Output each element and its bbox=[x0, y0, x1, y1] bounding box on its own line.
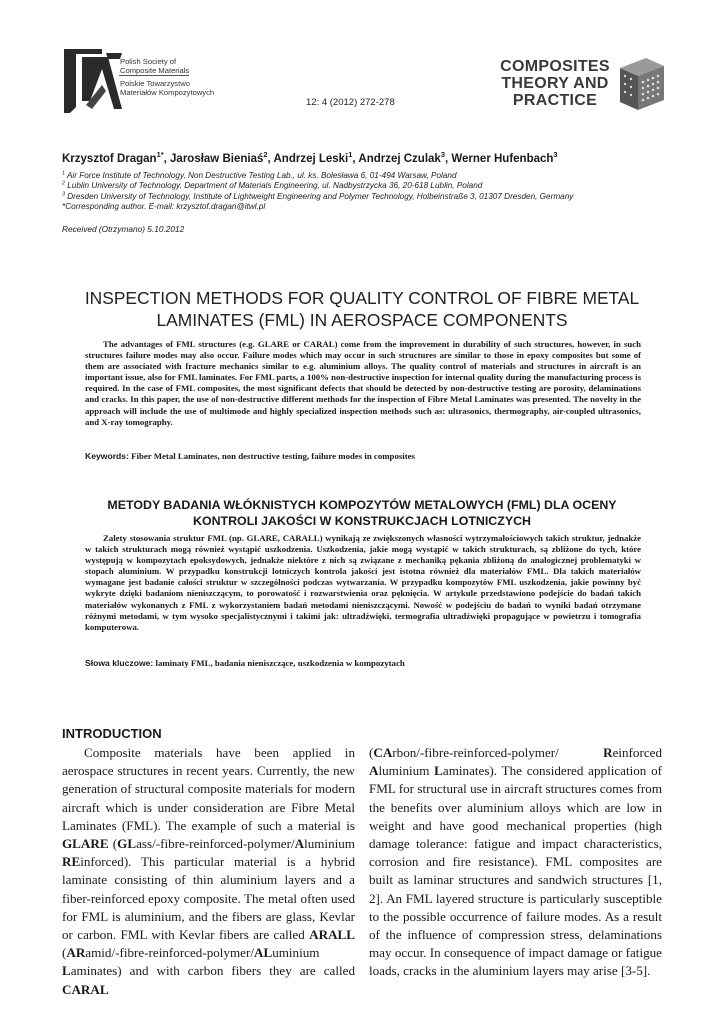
affiliation-text: Corresponding author. E-mail: krzysztof.dragan@itwl.pl bbox=[65, 201, 266, 211]
affiliation-mark: 2 bbox=[263, 150, 268, 160]
bold-term: AR bbox=[66, 945, 86, 961]
body-text-run: einforced bbox=[612, 745, 662, 760]
keywords-polish bbox=[85, 658, 405, 668]
society-line: Composite Materials bbox=[120, 66, 190, 75]
society-logo bbox=[62, 47, 292, 117]
divider bbox=[119, 75, 189, 76]
affiliation-mark: 1 bbox=[348, 150, 353, 160]
affiliations bbox=[62, 171, 573, 212]
journal-name-line: COMPOSITES bbox=[500, 58, 610, 75]
bold-term: CARAL bbox=[62, 981, 109, 997]
abstract-english: The advantages of FML structures (e.g. GLARE or CARAL) come from the improvement in durability of such structures, however, in such structures failure modes may also occur. Failure modes which may occur in such structures are similar to those in epoxy composites but some of them are associated with fracture mechanics similar to e.g. aluminium alloys. The quality control of materials and structures in aircraft is an important issue, also for FML laminates. For FML parts, a 100% non-destructive inspection for internal quality during the manufacturing process is required. In the case of FML composites, the most significant defects that should be detected by non-destructive testing are porosity, delaminations and cracks. In this paper, the use of non-destructive different methods for the inspection of Fibre Metal Laminates was presented. The novelty in the approach will include the use of multimode and highly specialized inspection methods such as: ultrasonics, thermography, air-coupled ultrasonics, and X-ray tomography. bbox=[85, 339, 641, 427]
keywords-text: Fiber Metal Laminates, non destructive testing, failure modes in composites bbox=[131, 451, 415, 461]
bold-term: L bbox=[62, 963, 71, 979]
society-line: Polish Society of bbox=[120, 57, 177, 66]
affiliation-text: Air Force Institute of Technology, Non Destructive Testing Lab., ul. ks. Bolesława 6, 01-494 Warsaw, Poland bbox=[66, 171, 457, 180]
section-heading: INTRODUCTION bbox=[62, 726, 162, 741]
body-text-run: inforced). This particular material is a hybrid laminate consisting of thin aluminium layers and a fiber-reinforced epoxy composite. The metal often used for FML is aluminium, and the fibers are glass, Kevlar or carbon. FML with Kevlar fibers are called bbox=[62, 854, 355, 943]
society-name-pl bbox=[120, 79, 214, 97]
affiliation-item bbox=[62, 202, 573, 212]
fibre-cube-icon bbox=[616, 54, 666, 112]
affiliation-mark: 3 bbox=[553, 150, 558, 160]
bold-term: A bbox=[294, 836, 305, 852]
bold-term: L bbox=[434, 763, 443, 779]
affiliation-mark: 1* bbox=[156, 150, 164, 160]
society-line: Polskie Towarzystwo bbox=[120, 79, 190, 88]
author-name: Krzysztof Dragan bbox=[62, 153, 157, 165]
bold-term: R bbox=[603, 745, 613, 760]
body-text-run: ( bbox=[62, 945, 67, 961]
body-text-run: ass/-fibre-reinforced-polymer/ bbox=[136, 836, 295, 852]
author-name: Werner Hufenbach bbox=[451, 153, 554, 165]
author-name: Andrzej Czulak bbox=[358, 153, 441, 165]
paper-title: INSPECTION METHODS FOR QUALITY CONTROL OF FIBRE METAL LAMINATES (FML) IN AEROSPACE COMPONENTS bbox=[84, 288, 640, 330]
bold-term: AL bbox=[253, 945, 273, 961]
affiliation-mark: 3 bbox=[440, 150, 445, 160]
body-text-run: luminium bbox=[378, 763, 435, 779]
keywords-label: Keywords: bbox=[85, 451, 129, 461]
body-text-run: amid/-fibre-reinforced-polymer/ bbox=[85, 945, 254, 961]
bold-term: RE bbox=[62, 854, 81, 870]
affiliation-mark: 1 bbox=[62, 170, 65, 177]
affiliation-item bbox=[62, 181, 573, 191]
keywords-english bbox=[85, 451, 415, 461]
body-text-run: rbon/-fibre-reinforced-polymer/ bbox=[392, 745, 604, 760]
body-text-run: aminates) and with carbon fibers they are called bbox=[70, 963, 355, 979]
affiliation-mark: * bbox=[62, 201, 66, 211]
keywords-label: Słowa kluczowe: bbox=[85, 658, 154, 668]
journal-logo bbox=[494, 52, 666, 114]
paper-title-polish: METODY BADANIA WŁÓKNISTYCH KOMPOZYTÓW METALOWYCH (FML) DLA OCENY KONTROLI JAKOŚCI W KONSTRUKCJACH LOTNICZYCH bbox=[107, 498, 617, 528]
keywords-text: laminaty FML, badania nieniszczące, uszkodzenia w kompozytach bbox=[155, 658, 405, 668]
journal-reference: 12: 4 (2012) 272-278 bbox=[306, 97, 395, 108]
received-date: Received (Otrzymano) 5.10.2012 bbox=[62, 224, 185, 234]
body-text-run: ( bbox=[108, 836, 118, 852]
affiliation-mark: 2 bbox=[62, 180, 65, 187]
bold-term: A bbox=[369, 763, 379, 779]
affiliation-text: Dresden University of Technology, Institute of Lightweight Engineering and Polymer Technology, Holbeinstraße 3, 01307 Dresden, Germany bbox=[67, 191, 574, 201]
bold-term: GL bbox=[117, 836, 137, 852]
affiliation-mark: 3 bbox=[62, 190, 65, 197]
body-text-run: ( bbox=[369, 745, 374, 760]
affiliation-item bbox=[62, 171, 573, 181]
ptmk-logo-icon bbox=[62, 47, 124, 117]
body-text-run: uminium bbox=[272, 945, 320, 961]
body-text-run: Composite materials have been applied in aerospace structures in recent years. Currently, the new generation of structural composite materials for modern aircraft which is under consideration are Fibre Metal Laminates (FML). The example of such a material is bbox=[62, 745, 355, 833]
journal-name-line: THEORY AND bbox=[501, 75, 609, 92]
author-name: Andrzej Leski bbox=[273, 153, 349, 165]
body-text-run: aminates). The considered application of FML for structural use in aircraft structures comes from the benefits over aluminium alloys which are low in weight and have good mechanical properties (high damage tolerance: fatigue and impact characteristics, corrosion and fire resistance). FML composites are built as laminar structures and sandwich structures [1, 2]. An FML layered structure is particularly susceptible to the possible occurrence of failure modes. As a result of the influence of compression stress, delaminations may occur. In consequence of impact damage or fatigue loads, cracks in the aluminium layers may arise [3-5]. bbox=[369, 763, 662, 979]
bold-term: ARALL bbox=[309, 927, 355, 943]
journal-name bbox=[494, 58, 616, 109]
body-text-run: luminium bbox=[304, 836, 355, 852]
affiliation-item bbox=[62, 192, 573, 202]
author-name: Jarosław Bieniaś bbox=[170, 153, 264, 165]
abstract-polish: Zalety stosowania struktur FML (np. GLARE, CARALL) wynikają ze zwiększonych własności wytrzymałościowych takich struktur, jednakże w takich strukturach mogą również wystąpić uszkodzenia. Uszkodzenia, jakie mogą wystąpić w takich strukturach, są zbliżone do tych, które występują w kompozytach epoksydowych, jednakże niektóre z nich są związane z mechaniką pękania zbliżoną do analogicznej problematyki w stopach aluminium. W przypadku konstrukcji lotniczych kontrola jakości jest istotna również dla materiałów FML. Dla takich materiałów wymagane jest badanie całości struktur w szczególności podczas wytwarzania. W przypadku kompozytów FML uszkodzenia, jakie powinny być wykryte dzięki badaniom nieniszczącym, to porowatość i rozwarstwienia oraz pęknięcia. W artykule przedstawiono podejście do badań takich materiałów wykonanych z FML z wykorzystaniem badań metodami nieniszczącymi. Nowość w podejściu do badań to wyniki badań otrzymane różnymi metodami, w tym wysoko specjalistycznymi i takimi jak: ultradźwięki, termografia ultradźwięki propagujące w powietrzu i tomografia komputerowa. bbox=[85, 533, 641, 632]
bold-term: CA bbox=[373, 745, 393, 760]
author-list: Krzysztof Dragan$^{1*}$, Jarosław Bieniaś$^2$, Andrzej Leski$^1$, Andrzej Czulak$^3$, Werner Hufenbach$^3$ bbox=[62, 150, 558, 165]
affiliation-text: Lublin University of Technology, Department of Materials Engineering, ul. Nadbystrzycka 36, 20-618 Lublin, Poland bbox=[67, 181, 483, 191]
bold-term: GLARE bbox=[62, 836, 109, 852]
body-column-right bbox=[369, 744, 662, 981]
society-name-en bbox=[120, 57, 189, 75]
journal-name-line: PRACTICE bbox=[512, 92, 598, 109]
society-line: Materiałów Kompozytowych bbox=[120, 88, 215, 97]
body-column-left bbox=[62, 744, 355, 999]
